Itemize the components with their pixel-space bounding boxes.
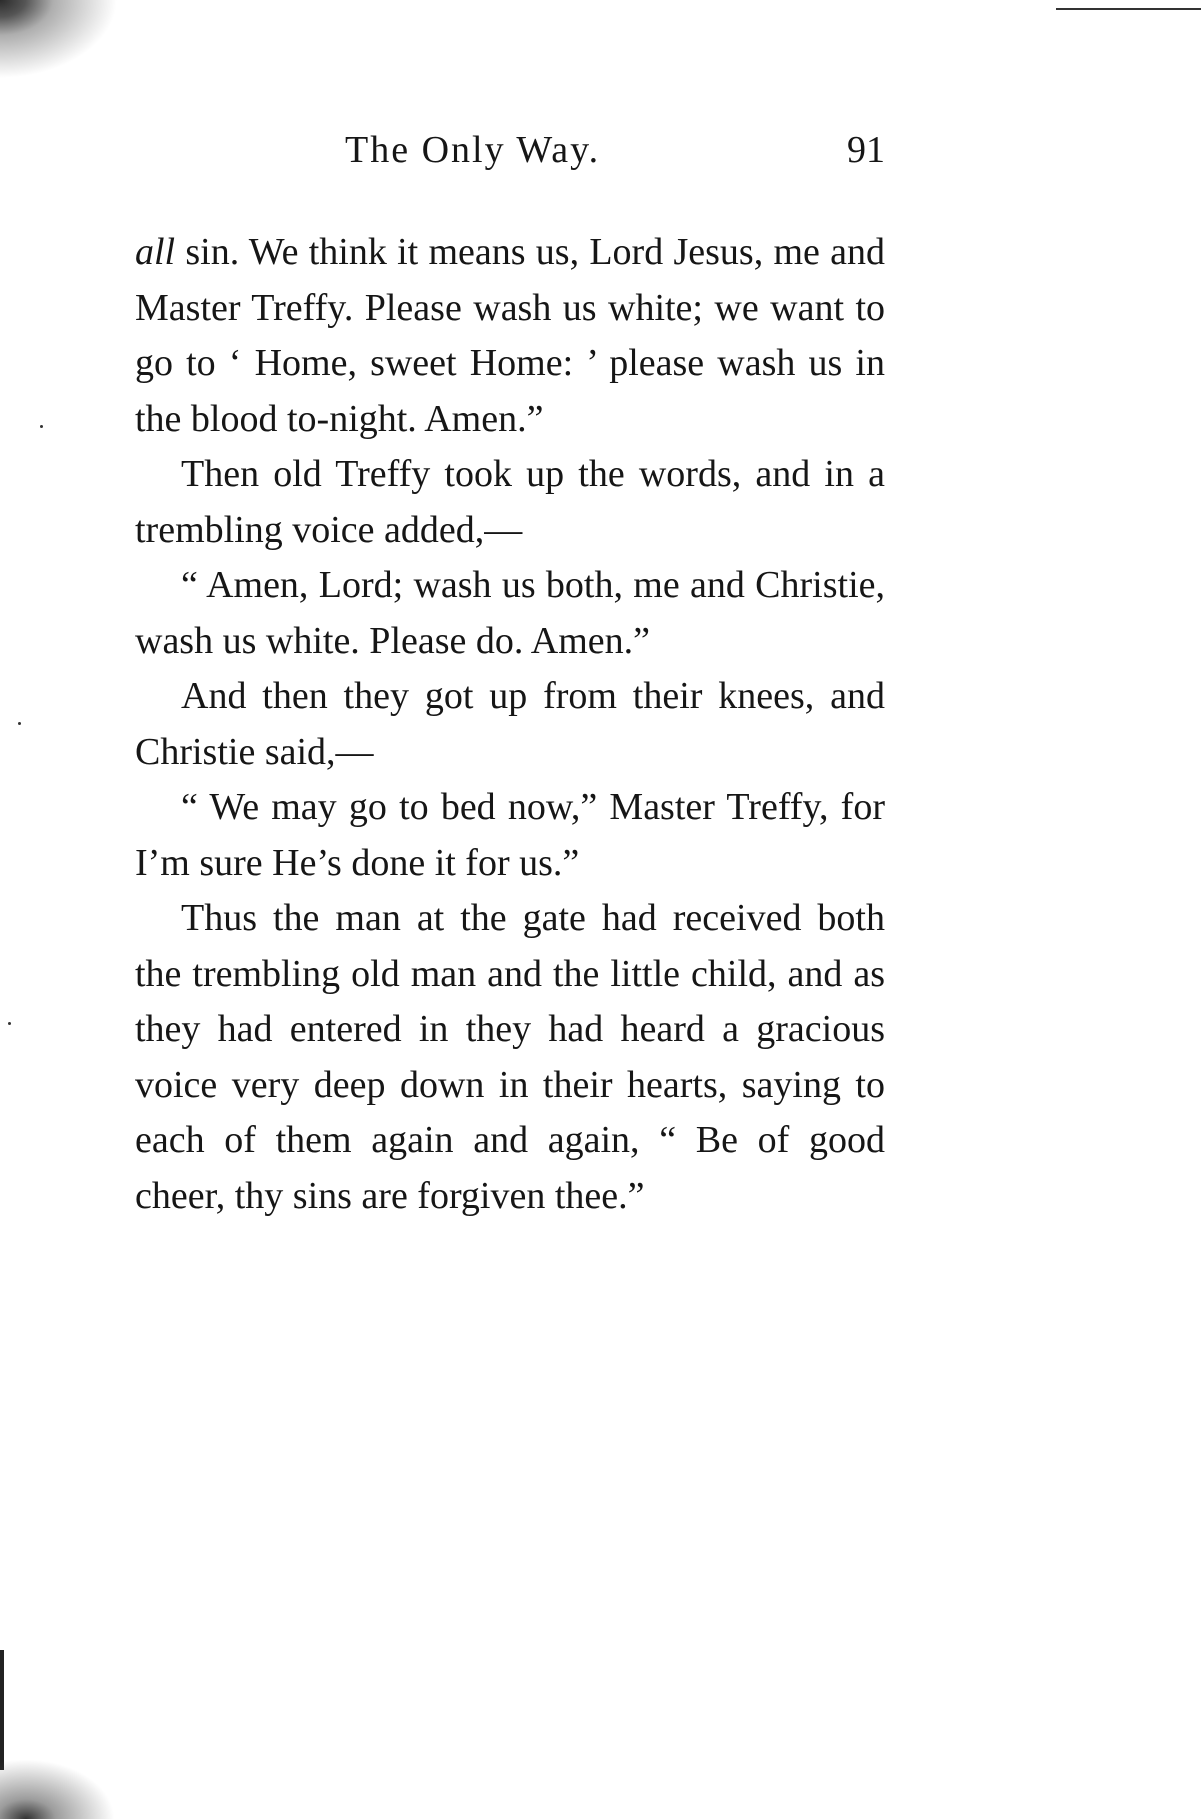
paragraph: “ Amen, Lord; wash us both, me and Christie, wash us white. Please do. Amen.” [135, 564, 885, 662]
scan-speck [18, 722, 21, 725]
scan-shadow-bottom-left [0, 1749, 130, 1819]
running-title: The Only Way. [345, 129, 601, 171]
paragraph-text: sin. We think it means us, Lord Jesus, me and Master Treffy. Please wash us white; we want to go to ‘ Home, sweet Home: ’ please wash us in the blood to-night. Amen.” [135, 231, 885, 440]
scan-speck [8, 1022, 11, 1025]
paragraph [135, 225, 885, 447]
scan-speck [40, 425, 43, 428]
paragraph: “ We may go to bed now,” Master Treffy, for I’m sure He’s done it for us.” [135, 786, 885, 884]
paragraph: Thus the man at the gate had received both the trembling old man and the little child, and as they had entered in they had heard a gracious voice very deep down in their hearts, saying to each of them again and again, “ Be of good cheer, thy sins are forgiven thee.” [135, 897, 885, 1217]
paragraph: Then old Treffy took up the words, and in a trembling voice added,— [135, 453, 885, 551]
page-body [135, 225, 885, 1224]
paragraph: And then they got up from their knees, and Christie said,— [135, 675, 885, 773]
scan-shadow-top-left [0, 0, 150, 100]
page-number: 91 [847, 129, 885, 171]
running-header [135, 128, 885, 178]
italic-word: all [135, 231, 176, 273]
scan-rule-top-right [1056, 8, 1201, 10]
